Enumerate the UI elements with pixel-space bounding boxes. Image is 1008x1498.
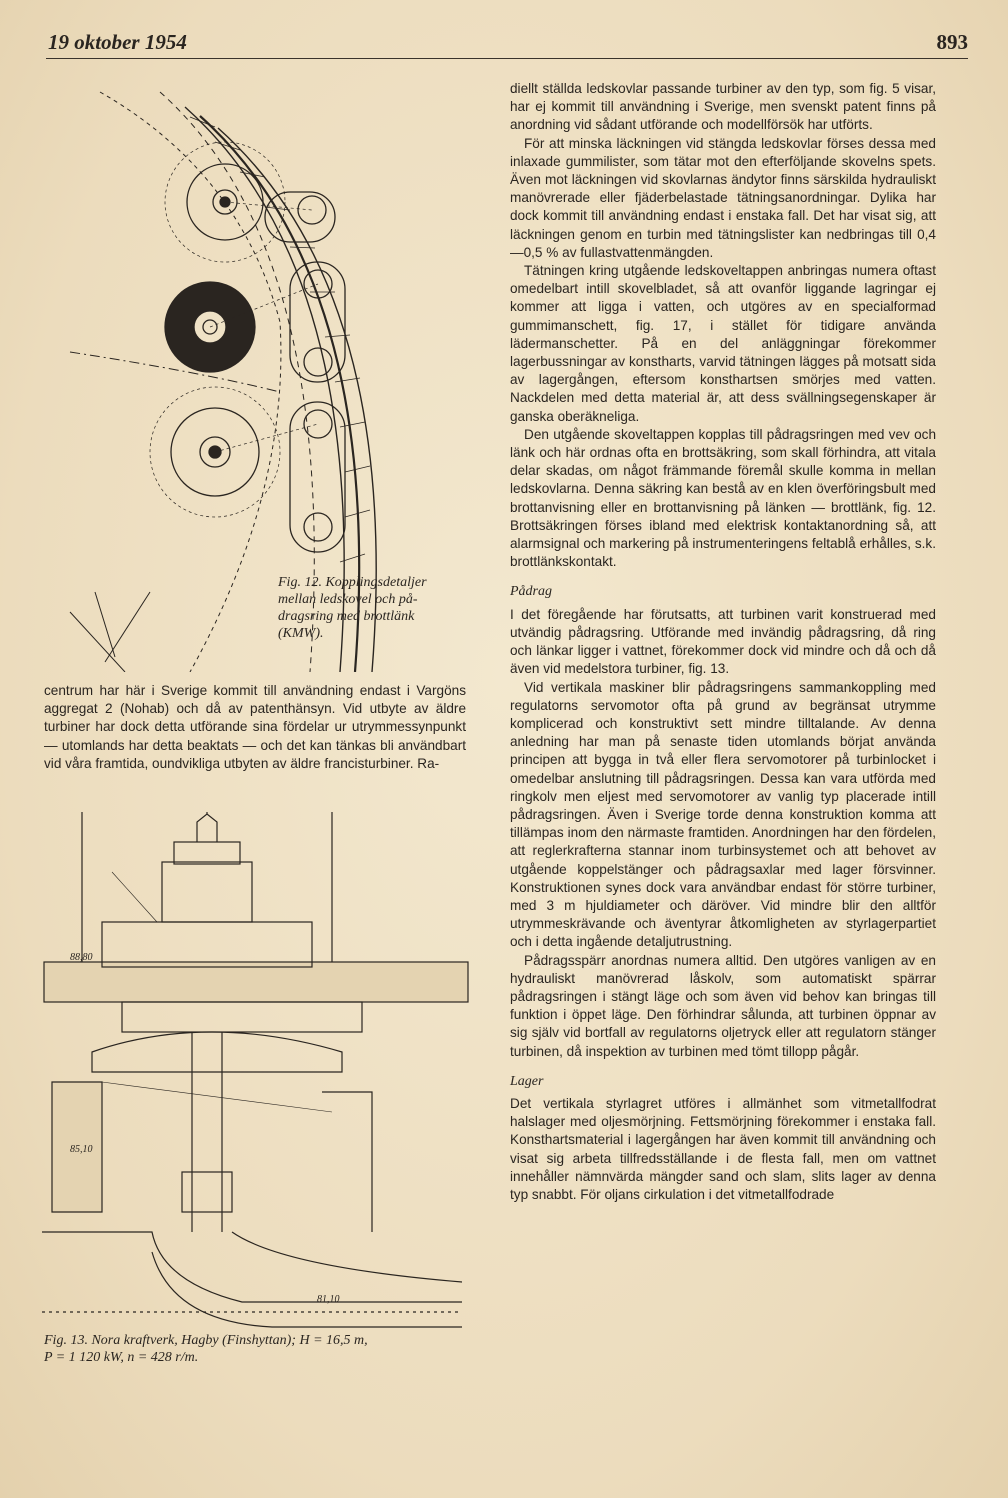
caption-line: Fig. 12. Kopplingsdetaljer xyxy=(278,575,427,590)
section-heading-lager: Lager xyxy=(510,1073,544,1089)
caption-line: (KMW). xyxy=(278,626,324,641)
figure-13-caption xyxy=(44,1332,474,1366)
paragraph: diellt ställda ledskovlar passande turbiner av den typ, som fig. 5 visar, har ej kommit till användning i Sverige, men svenskt patent finns på anordning vid sådant utförande och modellförsök har utförts. xyxy=(510,81,936,133)
section-heading-padrag: Pådrag xyxy=(510,584,552,600)
caption-line: dragsring med brottlänk xyxy=(278,609,415,624)
paragraph: Det vertikala styrlagret utföres i allmänhet som vitmetallfodrat halslager med oljesmörjning. Fettsmörjning förekommer i enstaka fall. Konsthartsmaterial i lagergången har även kommit till användning och visat sig arbeta tillfredsställande i de flesta fall, men om vattnet innehåller nämnvärda mängder sand och slam, slits lager av denna typ snabbt. För oljans cirkulation i det vitmetallfodrade xyxy=(510,1095,936,1202)
elevation-label-bottom: 81,10 xyxy=(317,1294,340,1305)
caption-line: Fig. 13. Nora kraftverk, Hagby (Finshyttan); H = 16,5 m, xyxy=(44,1333,368,1348)
paragraph: För att minska läckningen vid stängda ledskovlar förses dessa med inlaxade gummilister, som tätar mot den efterföljande skovelns spets. Även mot läckningen vid skovlarnas ändytor finns särskilda hydrauliskt manövrerade eller fjäderbelastade tätningsanordningar. Dylika har dock kommit till användning endast i enstaka fall. Det har visat sig, att läckningen genom en turbin med tätningslister kan nedbringas till 0,4—0,5 % av fullastvattenmängden. xyxy=(510,135,936,260)
header-date: 19 oktober 1954 xyxy=(48,30,187,54)
right-column-text xyxy=(510,80,936,1204)
paragraph: Den utgående skoveltappen kopplas till pådragsringen med vev och länk och här ordnas ofta en brottsäkring, som skall förhindra, att vitala delar skadas, om något främmande föremål skulle komma in mellan ledskovlarna. Denna säkring kan bestå av en klen överföringsbult med brottanvisning eller en brottanvisning på länken — brottlänk, fig. 12. Brottsäkringen förses ibland med elektrisk kontaktanordning så, att alarmsignal och markering på instrumenteringens feltablå erhålles, s.k. brottlänkskontakt. xyxy=(510,426,936,570)
figure-12-caption xyxy=(278,574,466,642)
paragraph: Pådragsspärr anordnas numera alltid. Den utgöres vanligen av en hydrauliskt manövrerad låskolv, som automatiskt spärrar pådragsringen i stängt läge och som även vid behov kan bringas till funktion i öppet läge. Den förhindrar sålunda, att turbinen öppnar av sig själv vid bortfall av regulatorns oljetryck eller att regulatorn stänger turbinen, då inspektion av turbinen med tömt tillopp pågår. xyxy=(510,952,936,1059)
page-number: 893 xyxy=(936,30,968,54)
figure-13-drawing xyxy=(42,812,470,1332)
elevation-label-top: 88,80 xyxy=(70,952,93,963)
left-column-text xyxy=(44,682,466,773)
elevation-label-middle: 85,10 xyxy=(70,1144,93,1155)
header-rule xyxy=(46,58,968,59)
caption-line: mellan ledskovel och på- xyxy=(278,592,418,607)
paragraph: Tätningen kring utgående ledskoveltappen anbringas numera oftast omedelbart intill skovelbladet, så att ovanför liggande lagringar ej kommer att ligga i vatten, och utgöres av en specialformad gummimanschett, fig. 17, i stället för tidigare använda lädermanschetter. På en del anläggningar förekommer lagerbussningar av konstharts, varvid tätningen lägges på motsatt sida av lagergången, eftersom konsthartsen smörjes med vatten. Nackdelen med detta material är, att dess svällningsegenskaper är ganska oberäkneliga. xyxy=(510,263,936,424)
caption-line: P = 1 120 kW, n = 428 r/m. xyxy=(44,1350,199,1365)
paragraph: Vid vertikala maskiner blir pådragsringens sammankoppling med regulatorns servomotor ofta på grund av begränsat utrymme komplicerad och konstruktivt sett mindre tilltalande. Av denna anledning har man på senaste tiden utomlands börjat använda principen att bygga in två eller flera servomotorer på turbinlocket i omedelbar anslutning till pådragsringen. Dessa kan vara utförda med ringkolv men eljest med servomotorer av vanlig typ placerade intill pådragsringen. Även i Sverige torde denna konstruktion komma att tillämpas inom den närmaste framtiden. Anordningen har den fördelen, att reglerkrafterna stannar inom turbinsystemet och att behovet av utgående koppelstänger och pådragsaxlar med lager försvinner. Konstruktionen synes dock vara användbar endast för större turbiner, med 3 m hjuldiameter och däröver. Vid mindre blir den alltför utrymmeskrävande och äventyrar åtkomligheten av styrlagerpartiet och i detta ingående detaljutrustning. xyxy=(510,679,936,950)
paragraph: centrum har här i Sverige kommit till användning endast i Vargöns aggregat 2 (Nohab) och då av patenthänsyn. Vid utbyte av äldre turbiner har dock detta utförande sina fördelar ur utrymmessynpunkt — utomlands har detta beaktats — och det kan tänkas bli användbart vid våra framtida, oundvikliga utbyten av äldre francisturbiner. Ra- xyxy=(44,683,466,771)
paragraph: I det föregående har förutsatts, att turbinen varit konstruerad med utvändig pådragsring. Utförande med invändig pådragsring, då ring och länkar ligger i vattnet, förekommer dock vid mindre och då och då även vid medelstora turbiner, fig. 13. xyxy=(510,606,936,677)
